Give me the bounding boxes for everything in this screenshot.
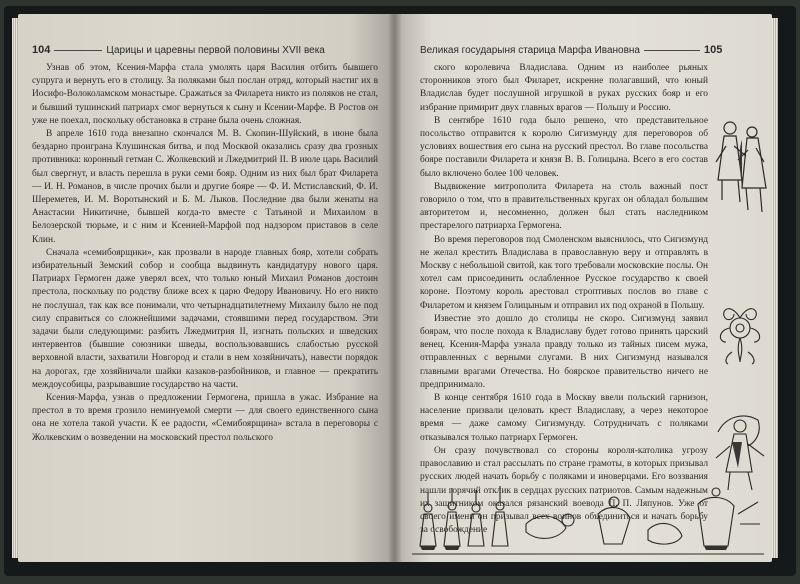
paragraph: Сначала «семибоярщики», как прозвали в народе главных бояр, хотели собрать избирательный Земский собор и сообща выдвинуть кандидатуру нового царя. Патриарх Гермоген даже уверял всех, что только юный Михаил Романов достоин престола, поскольку по родству ближе всех к царю Федору Ивановичу. Но его никто не послушал, так как все понимали, что четырнадцатилетнему Михаилу было не под силу справиться со сложнейшими задачами, стоявшими перед государством. Эти задачи были следующими: разбить Лжедмитрия II, изгнать польских и шведских интервентов (бывшие союзники шведы, воспользовавшись слабостью русской верховной власти, захватили Новгород и стали в нем хозяйничать), навести порядок на дорогах, где хозяйничали шайки казаков-разбойников, и главное — прекратить междоусобицы, разрывавшие государство на части. <box>32 247 378 390</box>
paragraph: Во время переговоров под Смоленском выяснилось, что Сигизмунд не желал крестить Владислава в православную веру и отправлять в Москву с небольшой свитой, как того требовали московские послы. Он хотел сам присоединить ослабленное Русское государство к своей короне. Поэтому король арестовал строптивых послов во главе с Филаретом и князем Голицыным и отправил их под охраной в Польшу. <box>420 234 708 311</box>
paragraph: Он сразу почувствовал со стороны короля-католика угрозу православию и стал рассылать по стране грамоты, в которых призывал русских людей начать борьбу с поляками и иноверцами. Его воззвания нашли горячий отклик в сердцах русских патриотов. Самым надежным их защитником оказался рязанский воевода П. П. Ляпунов. Уже от своего имени он призывал всех воинов объединиться и начать борьбу за освобождение <box>420 445 708 536</box>
paragraph: Известие это дошло до столицы не скоро. Сигизмунд заявил боярам, что после похода к Владиславу будет готово принять царский венец. Ксения-Марфа узнала правду только из тайных писем мужа, отправленных с верными слугами. В них Сигизмунд назывался главными врагами Отечества. Но боярское правительство ничего не предпринимало. <box>420 313 708 390</box>
left-running-title: Царицы и царевны первой половины XVII века <box>106 44 325 56</box>
left-body-text <box>32 62 378 445</box>
paragraph: Узнав об этом, Ксения-Марфа стала умолять царя Василия отбить бывшего супруга и вернуть его в столицу. За поляками был послан отряд, который настиг их в Иосифо-Волоколамском монастыре. Сражаться за Филарета никто из поляков не стал, и бывший тушинский патриарх смог вернуться к сыну и Ксении-Марфе. В Ростов он уже не поехал, поскольку обстановка в стране была очень сложная. <box>32 63 378 126</box>
right-running-title: Великая государыня старица Марфа Ивановна <box>420 44 640 56</box>
right-running-header <box>420 44 756 56</box>
right-body-text <box>420 62 708 537</box>
paragraph: ского королевича Владислава. Одним из наиболее рьяных сторонников этого был Филарет, искренне полагавший, что юный Владислав будет послушной игрушкой в руках русских бояр и его избрание примирит двух главных врагов — Польшу и Россию. <box>420 63 708 113</box>
margin-illustration-figures <box>712 110 768 230</box>
margin-illustration-horseman <box>712 402 770 492</box>
left-page <box>18 14 394 562</box>
paragraph: В апреле 1610 года внезапно скончался М. В. Скопин-Шуйский, в июне была бездарно проиграна Клушинская битва, и под Москвой оказались сразу два грозных противника: коронный гетман С. Жолкевский и Лжедмитрий II. В июле царь Василий был свергнут, и власть перешла в руки семи бояр. Одним из них был брат Филарета — И. Н. Романов, в числе прочих были и другие бояре — Ф. И. Мстиславский, Ф. И. Шереметев, И. М. Воротынский и Б. М. Лыков. Последние два были женаты на Анастасии Никитичне, бывшей когда-то вместе с Татьяной и Михаилом в Белозерской тюрьме, и с ним и Ксенией-Марфой под надзором приставов в селе Клин. <box>32 129 378 245</box>
right-page-number: 105 <box>704 44 723 56</box>
paragraph: В сентябре 1610 года было решено, что представительное посольство отправится к королю Сигизмунду для переговоров об условиях вошествия его сына на русский престол. Во главе посольства бояре поставили Филарета и князя В. В. Голицына. Всего в его состав было включено более 100 человек. <box>420 115 708 179</box>
bottom-illustration-procession <box>408 484 768 562</box>
paragraph: Выдвижение митрополита Филарета на столь важный пост говорило о том, что в правительственных кругах он обладал большим авторитетом и, несомненно, должен был стать наследником престарелого патриарха Гермогена. <box>420 181 708 232</box>
book-gutter <box>388 14 402 562</box>
left-page-number: 104 <box>32 44 51 56</box>
margin-ornament <box>714 296 766 366</box>
left-running-header <box>32 44 378 56</box>
paragraph: Ксения-Марфа, узнав о предложении Гермогена, пришла в ужас. Избрание на престол в то время грозило неминуемой смерти — для своего единственного сына она не хотела такой участи. К ее радости, «Семибоярщина» встала в переговоры с Жолкевским о возведении на московский престол польского <box>32 393 378 443</box>
right-page-edges <box>772 18 778 558</box>
header-rule <box>54 50 102 51</box>
header-rule <box>644 50 700 51</box>
right-page <box>394 14 772 562</box>
paragraph: В конце сентября 1610 года в Москву ввели польский гарнизон, население призвали целовать крест Владиславу, а через некоторое время — даже самому Сигизмунду. Сотрудничать с поляками отказывался только патриарх Гермоген. <box>420 393 708 443</box>
